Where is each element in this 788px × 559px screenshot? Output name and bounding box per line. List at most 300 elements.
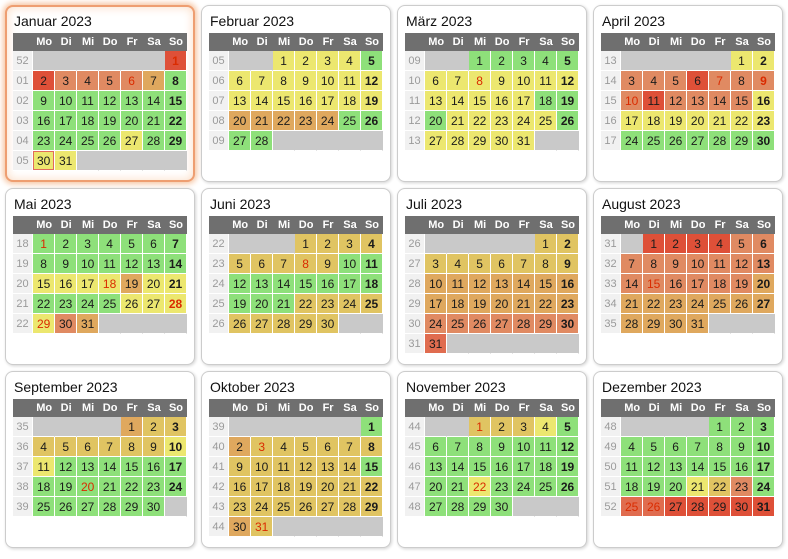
day-cell[interactable]: 30 — [491, 497, 513, 517]
day-cell[interactable]: 21 — [99, 477, 121, 497]
day-cell[interactable]: 9 — [55, 254, 77, 274]
day-cell[interactable]: 18 — [535, 457, 557, 477]
day-cell[interactable]: 26 — [665, 131, 687, 151]
day-cell[interactable]: 27 — [753, 294, 775, 314]
day-cell[interactable]: 3 — [339, 234, 361, 254]
day-cell[interactable]: 6 — [143, 234, 165, 254]
day-cell[interactable]: 13 — [229, 91, 251, 111]
week-number[interactable]: 06 — [209, 71, 229, 91]
day-cell[interactable]: 28 — [687, 497, 709, 517]
day-cell[interactable]: 13 — [317, 457, 339, 477]
day-cell[interactable]: 10 — [687, 254, 709, 274]
day-cell[interactable]: 22 — [121, 477, 143, 497]
day-cell[interactable]: 9 — [317, 254, 339, 274]
day-cell[interactable]: 16 — [491, 457, 513, 477]
week-number[interactable]: 47 — [405, 477, 425, 497]
day-cell[interactable]: 22 — [535, 294, 557, 314]
week-number[interactable]: 24 — [209, 274, 229, 294]
week-number[interactable]: 26 — [209, 314, 229, 334]
day-cell[interactable]: 15 — [273, 91, 295, 111]
day-cell[interactable]: 8 — [295, 254, 317, 274]
day-cell[interactable]: 4 — [99, 234, 121, 254]
day-cell[interactable]: 26 — [557, 111, 579, 131]
day-cell[interactable]: 31 — [687, 314, 709, 334]
day-cell[interactable]: 25 — [99, 294, 121, 314]
day-cell[interactable]: 22 — [361, 477, 383, 497]
day-cell[interactable]: 9 — [753, 71, 775, 91]
day-cell[interactable]: 29 — [535, 314, 557, 334]
day-cell[interactable]: 19 — [361, 91, 383, 111]
day-cell[interactable]: 2 — [753, 51, 775, 71]
week-number[interactable]: 11 — [405, 91, 425, 111]
day-cell[interactable]: 15 — [709, 457, 731, 477]
day-cell[interactable]: 10 — [339, 254, 361, 274]
week-number[interactable]: 10 — [405, 71, 425, 91]
day-cell[interactable]: 4 — [361, 234, 383, 254]
day-cell[interactable]: 6 — [77, 437, 99, 457]
week-number[interactable]: 09 — [405, 51, 425, 71]
day-cell[interactable]: 14 — [621, 274, 643, 294]
day-cell[interactable]: 24 — [317, 111, 339, 131]
day-cell[interactable]: 9 — [491, 437, 513, 457]
day-cell[interactable]: 23 — [295, 111, 317, 131]
day-cell[interactable]: 18 — [535, 91, 557, 111]
day-cell[interactable]: 10 — [753, 437, 775, 457]
day-cell[interactable]: 6 — [687, 71, 709, 91]
week-number[interactable]: 03 — [13, 111, 33, 131]
day-cell[interactable]: 8 — [643, 254, 665, 274]
week-number[interactable]: 48 — [405, 497, 425, 517]
day-cell[interactable]: 11 — [273, 457, 295, 477]
week-number[interactable]: 35 — [601, 314, 621, 334]
day-cell[interactable]: 13 — [665, 457, 687, 477]
day-cell[interactable]: 9 — [491, 71, 513, 91]
week-number[interactable]: 23 — [209, 254, 229, 274]
week-number[interactable]: 01 — [13, 71, 33, 91]
day-cell[interactable]: 3 — [317, 51, 339, 71]
day-cell[interactable]: 24 — [513, 477, 535, 497]
day-cell[interactable]: 1 — [121, 417, 143, 437]
day-cell[interactable]: 18 — [273, 477, 295, 497]
day-cell[interactable]: 25 — [361, 294, 383, 314]
week-number[interactable]: 22 — [13, 314, 33, 334]
week-number[interactable]: 52 — [601, 497, 621, 517]
day-cell[interactable]: 28 — [621, 314, 643, 334]
day-cell[interactable]: 21 — [143, 111, 165, 131]
day-cell[interactable]: 20 — [317, 477, 339, 497]
day-cell[interactable]: 25 — [535, 111, 557, 131]
week-number[interactable]: 49 — [601, 437, 621, 457]
day-cell[interactable]: 27 — [425, 497, 447, 517]
day-cell[interactable]: 19 — [557, 91, 579, 111]
week-number[interactable]: 36 — [13, 437, 33, 457]
week-number[interactable]: 43 — [209, 497, 229, 517]
day-cell[interactable]: 11 — [643, 91, 665, 111]
day-cell[interactable]: 10 — [165, 437, 187, 457]
day-cell[interactable]: 30 — [55, 314, 77, 334]
day-cell[interactable]: 21 — [687, 477, 709, 497]
day-cell[interactable]: 5 — [99, 71, 121, 91]
day-cell[interactable]: 6 — [425, 71, 447, 91]
day-cell[interactable]: 21 — [273, 294, 295, 314]
day-cell[interactable]: 12 — [469, 274, 491, 294]
day-cell[interactable]: 17 — [251, 477, 273, 497]
day-cell[interactable]: 4 — [447, 254, 469, 274]
day-cell[interactable]: 22 — [295, 294, 317, 314]
day-cell[interactable]: 12 — [229, 274, 251, 294]
day-cell[interactable]: 25 — [447, 314, 469, 334]
day-cell[interactable]: 14 — [273, 274, 295, 294]
day-cell[interactable]: 16 — [557, 274, 579, 294]
day-cell[interactable]: 28 — [143, 131, 165, 151]
day-cell[interactable]: 5 — [229, 254, 251, 274]
day-cell[interactable]: 11 — [709, 254, 731, 274]
week-number[interactable]: 46 — [405, 457, 425, 477]
day-cell[interactable]: 10 — [425, 274, 447, 294]
day-cell[interactable]: 21 — [709, 111, 731, 131]
day-cell[interactable]: 21 — [513, 294, 535, 314]
day-cell[interactable]: 7 — [709, 71, 731, 91]
day-cell[interactable]: 24 — [621, 131, 643, 151]
day-cell[interactable]: 23 — [731, 477, 753, 497]
day-cell[interactable]: 3 — [77, 234, 99, 254]
week-number[interactable]: 37 — [13, 457, 33, 477]
week-number[interactable]: 35 — [13, 417, 33, 437]
day-cell[interactable]: 5 — [361, 51, 383, 71]
day-cell[interactable]: 7 — [447, 437, 469, 457]
day-cell[interactable]: 16 — [229, 477, 251, 497]
day-cell[interactable]: 8 — [709, 437, 731, 457]
day-cell[interactable]: 2 — [665, 234, 687, 254]
day-cell[interactable]: 3 — [55, 71, 77, 91]
day-cell[interactable]: 20 — [491, 294, 513, 314]
day-cell[interactable]: 30 — [143, 497, 165, 517]
day-cell[interactable]: 20 — [77, 477, 99, 497]
day-cell[interactable]: 11 — [77, 91, 99, 111]
day-cell[interactable]: 4 — [535, 417, 557, 437]
day-cell[interactable]: 7 — [273, 254, 295, 274]
day-cell[interactable]: 15 — [535, 274, 557, 294]
day-cell[interactable]: 17 — [513, 91, 535, 111]
day-cell[interactable]: 30 — [753, 131, 775, 151]
week-number[interactable]: 20 — [13, 274, 33, 294]
week-number[interactable]: 38 — [13, 477, 33, 497]
day-cell[interactable]: 23 — [491, 477, 513, 497]
day-cell[interactable]: 1 — [469, 417, 491, 437]
day-cell[interactable]: 26 — [469, 314, 491, 334]
week-number[interactable]: 21 — [13, 294, 33, 314]
day-cell[interactable]: 7 — [687, 437, 709, 457]
week-number[interactable]: 44 — [209, 517, 229, 537]
day-cell[interactable]: 11 — [621, 457, 643, 477]
day-cell[interactable]: 29 — [121, 497, 143, 517]
day-cell[interactable]: 21 — [447, 477, 469, 497]
day-cell[interactable]: 5 — [469, 254, 491, 274]
day-cell[interactable]: 3 — [513, 51, 535, 71]
day-cell[interactable]: 3 — [251, 437, 273, 457]
week-number[interactable]: 17 — [601, 131, 621, 151]
day-cell[interactable]: 7 — [251, 71, 273, 91]
day-cell[interactable]: 25 — [535, 477, 557, 497]
day-cell[interactable]: 27 — [121, 131, 143, 151]
day-cell[interactable]: 26 — [643, 497, 665, 517]
day-cell[interactable]: 7 — [165, 234, 187, 254]
day-cell[interactable]: 27 — [317, 497, 339, 517]
day-cell[interactable]: 20 — [665, 477, 687, 497]
day-cell[interactable]: 18 — [339, 91, 361, 111]
day-cell[interactable]: 12 — [361, 71, 383, 91]
day-cell[interactable]: 27 — [425, 131, 447, 151]
week-number[interactable]: 05 — [13, 151, 33, 171]
day-cell[interactable]: 16 — [317, 274, 339, 294]
day-cell[interactable]: 4 — [33, 437, 55, 457]
day-cell[interactable]: 11 — [33, 457, 55, 477]
day-cell[interactable]: 25 — [339, 111, 361, 131]
week-number[interactable]: 05 — [209, 51, 229, 71]
day-cell[interactable]: 13 — [425, 457, 447, 477]
day-cell[interactable]: 9 — [731, 437, 753, 457]
day-cell[interactable]: 26 — [121, 294, 143, 314]
day-cell[interactable]: 9 — [295, 71, 317, 91]
day-cell[interactable]: 30 — [731, 497, 753, 517]
day-cell[interactable]: 26 — [557, 477, 579, 497]
week-number[interactable]: 52 — [13, 51, 33, 71]
day-cell[interactable]: 3 — [165, 417, 187, 437]
week-number[interactable]: 31 — [601, 234, 621, 254]
day-cell[interactable]: 17 — [513, 457, 535, 477]
day-cell[interactable]: 6 — [491, 254, 513, 274]
day-cell[interactable]: 28 — [251, 131, 273, 151]
day-cell[interactable]: 19 — [665, 111, 687, 131]
day-cell[interactable]: 24 — [687, 294, 709, 314]
day-cell[interactable]: 28 — [339, 497, 361, 517]
day-cell[interactable]: 15 — [643, 274, 665, 294]
day-cell[interactable]: 6 — [251, 254, 273, 274]
day-cell[interactable]: 5 — [121, 234, 143, 254]
day-cell[interactable]: 26 — [55, 497, 77, 517]
day-cell[interactable]: 12 — [731, 254, 753, 274]
day-cell[interactable]: 22 — [469, 111, 491, 131]
day-cell[interactable]: 29 — [469, 131, 491, 151]
day-cell[interactable]: 26 — [361, 111, 383, 131]
day-cell[interactable]: 29 — [709, 497, 731, 517]
day-cell[interactable]: 10 — [55, 91, 77, 111]
day-cell[interactable]: 15 — [295, 274, 317, 294]
day-cell[interactable]: 3 — [753, 417, 775, 437]
day-cell[interactable]: 1 — [643, 234, 665, 254]
day-cell[interactable]: 22 — [165, 111, 187, 131]
day-cell[interactable]: 11 — [535, 437, 557, 457]
day-cell[interactable]: 7 — [621, 254, 643, 274]
day-cell[interactable]: 16 — [753, 91, 775, 111]
day-cell[interactable]: 7 — [339, 437, 361, 457]
day-cell[interactable]: 8 — [731, 71, 753, 91]
day-cell[interactable]: 19 — [121, 274, 143, 294]
day-cell[interactable]: 13 — [425, 91, 447, 111]
day-cell[interactable]: 9 — [229, 457, 251, 477]
day-cell[interactable]: 1 — [361, 417, 383, 437]
day-cell[interactable]: 4 — [643, 71, 665, 91]
day-cell[interactable]: 28 — [99, 497, 121, 517]
day-cell[interactable]: 26 — [731, 294, 753, 314]
day-cell[interactable]: 15 — [361, 457, 383, 477]
day-cell[interactable]: 25 — [273, 497, 295, 517]
day-cell[interactable]: 11 — [339, 71, 361, 91]
day-cell[interactable]: 23 — [143, 477, 165, 497]
day-cell[interactable]: 29 — [731, 131, 753, 151]
day-cell[interactable]: 23 — [55, 294, 77, 314]
week-number[interactable]: 26 — [405, 234, 425, 254]
day-cell[interactable]: 3 — [425, 254, 447, 274]
day-cell[interactable]: 24 — [753, 477, 775, 497]
day-cell[interactable]: 24 — [77, 294, 99, 314]
day-cell[interactable]: 18 — [99, 274, 121, 294]
day-cell[interactable]: 20 — [121, 111, 143, 131]
day-cell[interactable]: 18 — [33, 477, 55, 497]
week-number[interactable]: 13 — [405, 131, 425, 151]
day-cell[interactable]: 2 — [143, 417, 165, 437]
day-cell[interactable]: 22 — [33, 294, 55, 314]
week-number[interactable]: 08 — [209, 111, 229, 131]
day-cell[interactable]: 16 — [731, 457, 753, 477]
day-cell[interactable]: 4 — [535, 51, 557, 71]
day-cell[interactable]: 17 — [621, 111, 643, 131]
week-number[interactable]: 39 — [209, 417, 229, 437]
day-cell[interactable]: 4 — [77, 71, 99, 91]
day-cell[interactable]: 3 — [687, 234, 709, 254]
week-number[interactable]: 42 — [209, 477, 229, 497]
day-cell[interactable]: 12 — [557, 437, 579, 457]
day-cell[interactable]: 20 — [687, 111, 709, 131]
day-cell[interactable]: 23 — [665, 294, 687, 314]
day-cell[interactable]: 20 — [425, 111, 447, 131]
day-cell[interactable]: 29 — [295, 314, 317, 334]
day-cell[interactable]: 10 — [513, 437, 535, 457]
day-cell[interactable]: 2 — [491, 417, 513, 437]
week-number[interactable]: 13 — [601, 51, 621, 71]
day-cell[interactable]: 12 — [121, 254, 143, 274]
day-cell[interactable]: 24 — [165, 477, 187, 497]
day-cell[interactable]: 6 — [665, 437, 687, 457]
day-cell[interactable]: 28 — [165, 294, 187, 314]
day-cell[interactable]: 4 — [273, 437, 295, 457]
day-cell[interactable]: 28 — [513, 314, 535, 334]
week-number[interactable]: 30 — [405, 314, 425, 334]
day-cell[interactable]: 20 — [251, 294, 273, 314]
week-number[interactable]: 41 — [209, 457, 229, 477]
day-cell[interactable]: 19 — [99, 111, 121, 131]
week-number[interactable]: 34 — [601, 294, 621, 314]
day-cell[interactable]: 31 — [251, 517, 273, 537]
day-cell[interactable]: 21 — [339, 477, 361, 497]
day-cell[interactable]: 14 — [687, 457, 709, 477]
day-cell[interactable]: 30 — [491, 131, 513, 151]
week-number[interactable]: 40 — [209, 437, 229, 457]
week-number[interactable]: 31 — [405, 334, 425, 354]
day-cell[interactable]: 2 — [295, 51, 317, 71]
week-number[interactable]: 09 — [209, 131, 229, 151]
day-cell[interactable]: 22 — [709, 477, 731, 497]
day-cell[interactable]: 22 — [643, 294, 665, 314]
day-cell[interactable]: 24 — [339, 294, 361, 314]
day-cell[interactable]: 10 — [317, 71, 339, 91]
day-cell[interactable]: 6 — [425, 437, 447, 457]
day-cell[interactable]: 24 — [55, 131, 77, 151]
day-cell[interactable]: 8 — [469, 71, 491, 91]
day-cell[interactable]: 28 — [273, 314, 295, 334]
day-cell[interactable]: 15 — [121, 457, 143, 477]
day-cell[interactable]: 12 — [295, 457, 317, 477]
day-cell[interactable]: 10 — [513, 71, 535, 91]
day-cell[interactable]: 20 — [143, 274, 165, 294]
day-cell[interactable]: 16 — [33, 111, 55, 131]
day-cell[interactable]: 9 — [557, 254, 579, 274]
day-cell[interactable]: 4 — [621, 437, 643, 457]
day-cell[interactable]: 15 — [165, 91, 187, 111]
day-cell[interactable]: 19 — [643, 477, 665, 497]
day-cell[interactable]: 12 — [665, 91, 687, 111]
day-cell[interactable]: 17 — [165, 457, 187, 477]
day-cell[interactable]: 18 — [361, 274, 383, 294]
day-cell[interactable]: 6 — [753, 234, 775, 254]
day-cell[interactable]: 19 — [295, 477, 317, 497]
day-cell[interactable]: 12 — [55, 457, 77, 477]
day-cell[interactable]: 4 — [709, 234, 731, 254]
day-cell[interactable]: 2 — [491, 51, 513, 71]
day-cell[interactable]: 27 — [77, 497, 99, 517]
week-number[interactable]: 39 — [13, 497, 33, 517]
week-number[interactable]: 29 — [405, 294, 425, 314]
day-cell[interactable]: 1 — [731, 51, 753, 71]
day-cell[interactable]: 23 — [317, 294, 339, 314]
week-number[interactable]: 27 — [405, 254, 425, 274]
day-cell[interactable]: 15 — [33, 274, 55, 294]
day-cell[interactable]: 10 — [251, 457, 273, 477]
day-cell[interactable]: 7 — [99, 437, 121, 457]
day-cell[interactable]: 17 — [687, 274, 709, 294]
day-cell[interactable]: 5 — [55, 437, 77, 457]
day-cell[interactable]: 21 — [621, 294, 643, 314]
day-cell[interactable]: 6 — [121, 71, 143, 91]
day-cell[interactable]: 5 — [643, 437, 665, 457]
day-cell[interactable]: 12 — [643, 457, 665, 477]
day-cell[interactable]: 26 — [99, 131, 121, 151]
day-cell[interactable]: 29 — [165, 131, 187, 151]
day-cell[interactable]: 31 — [753, 497, 775, 517]
day-cell[interactable]: 2 — [33, 71, 55, 91]
day-cell[interactable]: 5 — [665, 71, 687, 91]
day-cell[interactable]: 2 — [731, 417, 753, 437]
week-number[interactable]: 33 — [601, 274, 621, 294]
day-cell[interactable]: 5 — [731, 234, 753, 254]
day-cell[interactable]: 7 — [143, 71, 165, 91]
day-cell[interactable]: 20 — [753, 274, 775, 294]
day-cell[interactable]: 2 — [557, 234, 579, 254]
day-cell[interactable]: 14 — [447, 91, 469, 111]
day-cell[interactable]: 28 — [447, 497, 469, 517]
day-cell[interactable]: 27 — [687, 131, 709, 151]
day-cell[interactable]: 16 — [55, 274, 77, 294]
day-cell[interactable]: 28 — [709, 131, 731, 151]
day-cell[interactable]: 1 — [165, 51, 187, 71]
day-cell[interactable]: 5 — [557, 51, 579, 71]
day-cell[interactable]: 23 — [33, 131, 55, 151]
day-cell[interactable]: 9 — [143, 437, 165, 457]
day-cell[interactable]: 14 — [339, 457, 361, 477]
week-number[interactable]: 07 — [209, 91, 229, 111]
day-cell[interactable]: 29 — [469, 497, 491, 517]
day-cell[interactable]: 23 — [753, 111, 775, 131]
